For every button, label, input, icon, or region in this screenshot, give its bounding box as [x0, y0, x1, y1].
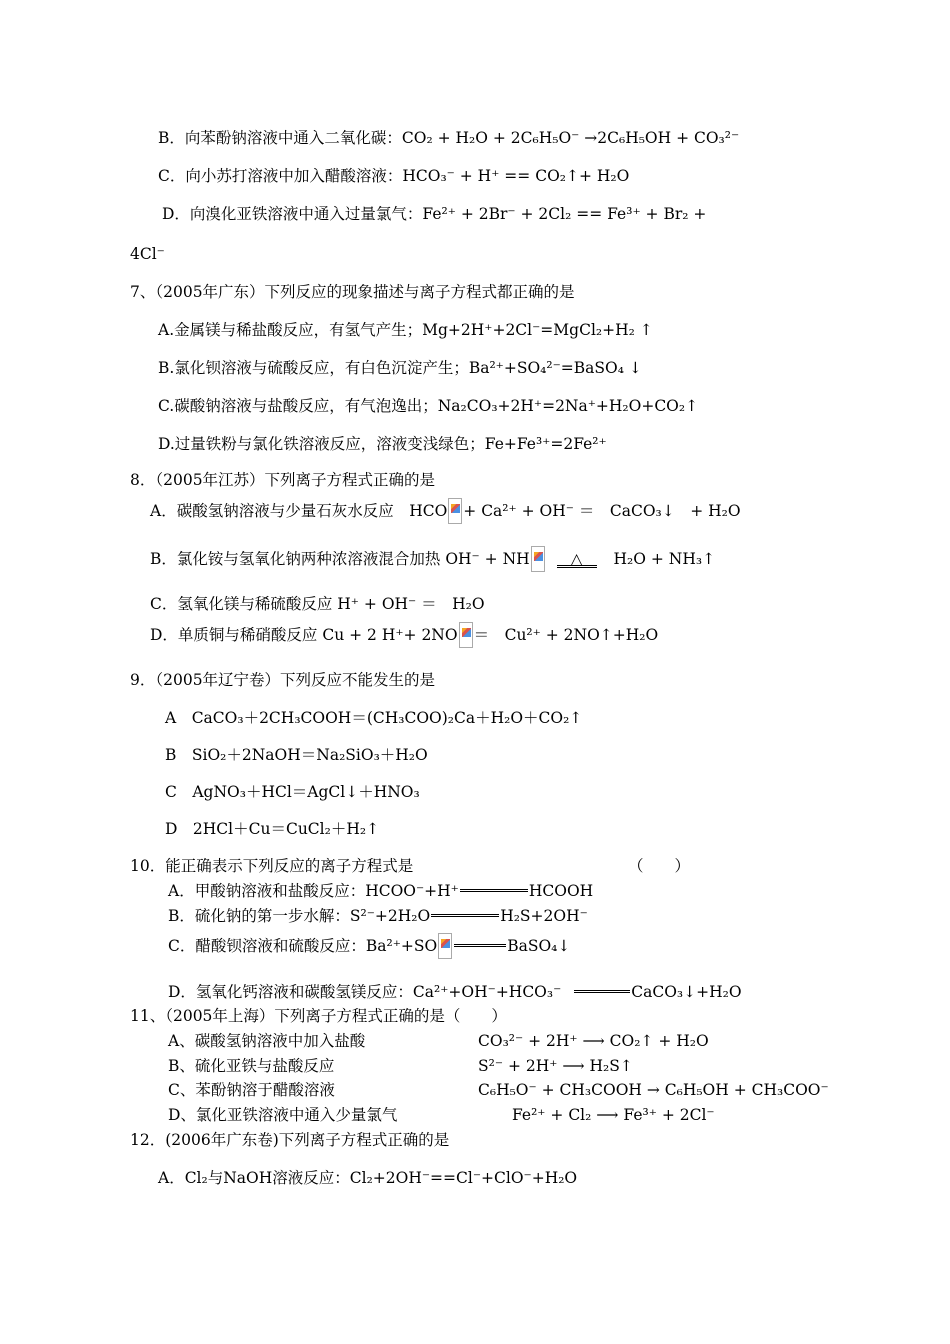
q10-option-c-right: BaSO₄↓ — [507, 937, 571, 955]
q6-option-d: D．向溴化亚铁溶液中通入过量氯气：Fe²⁺ + 2Br⁻ + 2Cl₂ == Fe³⁺ + Br₂ + — [162, 205, 707, 223]
q9-option-b: B SiO₂＋2NaOH＝Na₂SiO₃＋H₂O — [165, 746, 428, 764]
q11-option-a-equation: CO₃²⁻ + 2H⁺ ⟶ CO₂↑ + H₂O — [478, 1032, 709, 1050]
q12-option-a: A．Cl₂与NaOH溶液反应：Cl₂+2OH⁻==Cl⁻+ClO⁻+H₂O — [158, 1169, 578, 1187]
broken-image-icon — [459, 622, 473, 648]
q7-option-c: C.碳酸钠溶液与盐酸反应，有气泡逸出；Na₂CO₃+2H⁺=2Na⁺+H₂O+CO₂↑ — [158, 397, 699, 415]
q8-option-c: C．氢氧化镁与稀硫酸反应 H⁺ + OH⁻ ＝ H₂O — [150, 595, 485, 613]
q8-stem: 8．（2005年江苏）下列离子方程式正确的是 — [130, 471, 436, 489]
q9-option-d: D 2HCl＋Cu＝CuCl₂＋H₂↑ — [165, 820, 380, 838]
reaction-equals-sign — [460, 889, 528, 892]
reaction-equals-sign — [454, 944, 506, 947]
q8-option-d — [150, 622, 658, 648]
q8-option-d-left: D．单质铜与稀硝酸反应 Cu + 2 H⁺+ 2NO — [150, 626, 458, 644]
q6-option-d-continued: 4Cl⁻ — [130, 245, 165, 263]
q11-option-a-text: A、碳酸氢钠溶液中加入盐酸 — [168, 1032, 366, 1050]
q11-option-d-equation: Fe²⁺ + Cl₂ ⟶ Fe³⁺ + 2Cl⁻ — [512, 1106, 715, 1124]
q10-option-d — [168, 982, 742, 1002]
q10-option-a-right: HCOOH — [528, 882, 594, 900]
heating-condition-sign: △ — [557, 549, 597, 569]
q7-option-b: B.氯化钡溶液与硫酸反应，有白色沉淀产生；Ba²⁺+SO₄²⁻=BaSO₄ ↓ — [158, 359, 642, 377]
q10-answer-bracket: （ ） — [628, 857, 691, 875]
q11-option-b-equation: S²⁻ + 2H⁺ ⟶ H₂S↑ — [478, 1057, 633, 1075]
q10-option-c-left: C．醋酸钡溶液和硫酸反应：Ba²⁺+SO — [168, 937, 438, 955]
q10-stem: 10．能正确表示下列反应的离子方程式是 — [130, 857, 414, 875]
q11-option-b-text: B、硫化亚铁与盐酸反应 — [168, 1057, 335, 1075]
q9-option-a: A CaCO₃＋2CH₃COOH＝(CH₃COO)₂Ca＋H₂O＋CO₂↑ — [165, 709, 583, 727]
q7-option-d: D.过量铁粉与氯化铁溶液反应，溶液变浅绿色；Fe+Fe³⁺=2Fe²⁺ — [158, 435, 607, 453]
broken-image-icon — [438, 933, 452, 959]
q11-stem: 11、（2005年上海）下列离子方程式正确的是（ ） — [130, 1007, 507, 1025]
q10-option-d-left: D．氢氧化钙溶液和碳酸氢镁反应：Ca²⁺+OH⁻+HCO₃⁻ — [168, 983, 562, 1001]
q10-option-b — [168, 906, 588, 926]
q9-stem: 9．（2005年辽宁卷）下列反应不能发生的是 — [130, 671, 436, 689]
q9-option-c: C AgNO₃＋HCl＝AgCl↓＋HNO₃ — [165, 783, 420, 801]
q11-option-c-equation: C₆H₅O⁻ + CH₃COOH → C₆H₅OH + CH₃COO⁻ — [478, 1081, 829, 1099]
q8-option-b-left: B．氯化铵与氢氧化钠两种浓溶液混合加热 OH⁻ + NH — [150, 550, 530, 568]
q7-stem: 7、（2005年广东）下列反应的现象描述与离子方程式都正确的是 — [130, 283, 575, 301]
q10-option-a — [168, 881, 593, 901]
q6-option-b: B．向苯酚钠溶液中通入二氧化碳：CO₂ + H₂O + 2C₆H₅O⁻ →2C₆H₅OH + CO₃²⁻ — [158, 129, 740, 147]
q6-option-c: C．向小苏打溶液中加入醋酸溶液：HCO₃⁻ + H⁺ == CO₂↑+ H₂O — [158, 167, 630, 185]
q8-option-d-right: ＝ Cu²⁺ + 2NO↑+H₂O — [473, 626, 659, 644]
q10-option-c — [168, 933, 570, 959]
q11-option-c-text: C、苯酚钠溶于醋酸溶液 — [168, 1081, 335, 1099]
q10-option-b-right: H₂S+2OH⁻ — [500, 907, 588, 925]
q12-stem: 12．(2006年广东卷)下列离子方程式正确的是 — [130, 1131, 450, 1149]
q8-option-b — [150, 546, 715, 572]
reaction-equals-sign — [574, 990, 630, 993]
q8-option-a-left: A．碳酸氢钠溶液与少量石灰水反应 HCO — [150, 502, 448, 520]
broken-image-icon — [448, 498, 462, 524]
q10-option-d-right: CaCO₃↓+H₂O — [631, 983, 742, 1001]
q8-option-a-right: + Ca²⁺ + OH⁻ ＝ CaCO₃↓ + H₂O — [463, 502, 741, 520]
q10-option-a-left: A．甲酸钠溶液和盐酸反应：HCOO⁻+H⁺ — [168, 882, 459, 900]
q7-option-a: A.金属镁与稀盐酸反应，有氢气产生；Mg+2H⁺+2Cl⁻=MgCl₂+H₂ ↑ — [158, 321, 653, 339]
q11-option-d-text: D、氯化亚铁溶液中通入少量氯气 — [168, 1106, 398, 1124]
q8-option-a — [150, 498, 741, 524]
q8-option-b-right: H₂O + NH₃↑ — [613, 550, 716, 568]
broken-image-icon — [531, 546, 545, 572]
reaction-equals-sign — [431, 914, 499, 917]
q10-option-b-left: B．硫化钠的第一步水解：S²⁻+2H₂O — [168, 907, 431, 925]
